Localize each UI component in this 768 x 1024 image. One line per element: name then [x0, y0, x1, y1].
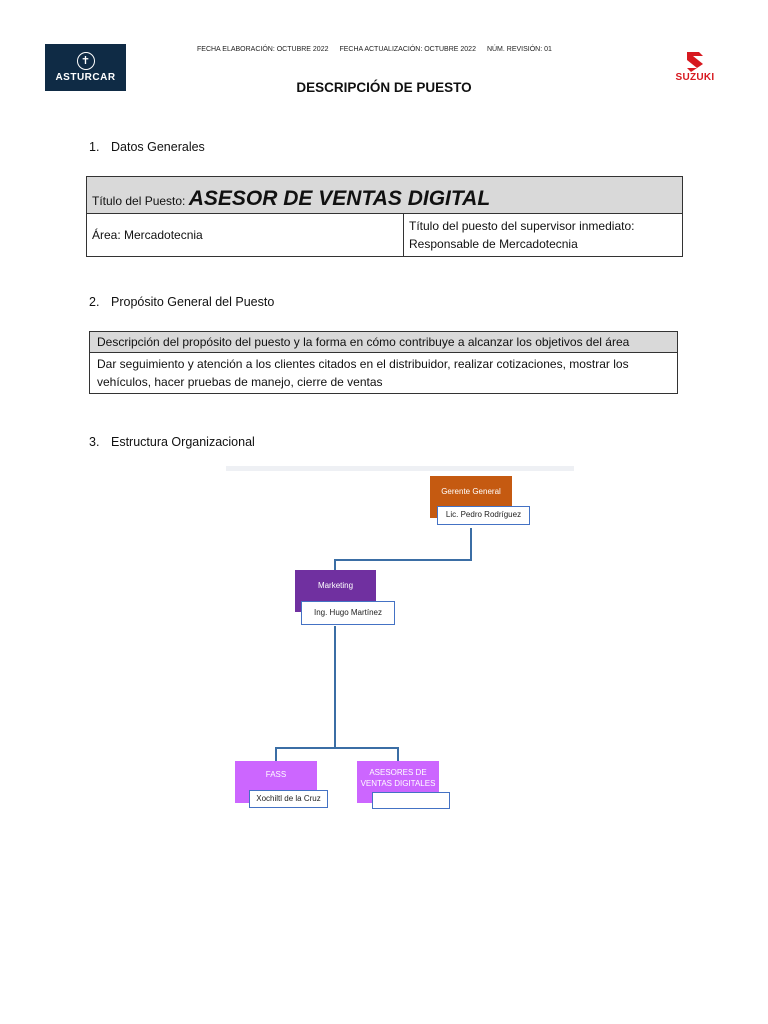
fecha-elaboracion: FECHA ELABORACIÓN: OCTUBRE 2022	[197, 46, 329, 53]
suzuki-text: SUZUKI	[675, 72, 715, 83]
asesores-title: ASESORES DE VENTAS DIGITALES	[360, 768, 436, 788]
num-revision: NÚM. REVISIÓN: 01	[486, 46, 552, 53]
gerente-name-box: Lic. Pedro Rodríguez	[437, 506, 530, 525]
gerente-title: Gerente General	[441, 487, 501, 496]
document-title: DESCRIPCIÓN DE PUESTO	[296, 80, 472, 95]
supervisor-cell	[404, 214, 683, 257]
asesores-name-box	[372, 792, 450, 809]
org-chart	[226, 466, 576, 816]
titulo-value: ASESOR DE VENTAS DIGITAL	[188, 187, 491, 210]
section-1-heading: 1. Datos Generales	[89, 140, 205, 154]
fecha-actualizacion: FECHA ACTUALIZACIÓN: OCTUBRE 2022	[339, 46, 476, 53]
section-2-heading: 2. Propósito General del Puesto	[89, 295, 275, 309]
connector-gerente-down	[470, 528, 472, 560]
connector-horizontal-bottom	[275, 747, 399, 749]
fass-title: FASS	[265, 770, 287, 779]
marketing-name-box: Ing. Hugo Martínez	[301, 601, 395, 625]
connector-horizontal-top	[334, 559, 472, 561]
logo-text: ASTURCAR	[55, 72, 116, 83]
proposito-table	[89, 331, 678, 394]
supervisor-value: Responsable de Mercadotecnia	[409, 237, 578, 251]
fass-name-box: Xochiltl de la Cruz	[249, 790, 328, 808]
document-meta	[197, 46, 561, 53]
supervisor-label: Título del puesto del supervisor inmediato:	[409, 219, 635, 233]
proposito-body: Dar seguimiento y atención a los clientes citados en el distribuidor, realizar cotizaciones, mostrar los vehículos, hacer pruebas de manejo, cierre de ventas	[90, 353, 678, 394]
proposito-header: Descripción del propósito del puesto y la forma en cómo contribuye a alcanzar los objetivos del área	[90, 332, 678, 353]
datos-generales-table	[86, 176, 683, 257]
suzuki-logo	[665, 52, 725, 83]
marketing-title: Marketing	[317, 581, 354, 590]
titulo-puesto-cell	[87, 177, 683, 214]
area-cell: Área: Mercadotecnia	[87, 214, 404, 257]
cross-emblem-icon: ✝	[77, 52, 95, 70]
titulo-label: Título del Puesto:	[92, 194, 189, 208]
connector-to-asesores	[397, 747, 399, 762]
suzuki-s-icon	[684, 52, 706, 72]
section-3-heading: 3. Estructura Organizacional	[89, 435, 255, 449]
connector-to-fass	[275, 747, 277, 762]
connector-marketing-down	[334, 626, 336, 748]
org-chart-top-border	[226, 466, 574, 471]
